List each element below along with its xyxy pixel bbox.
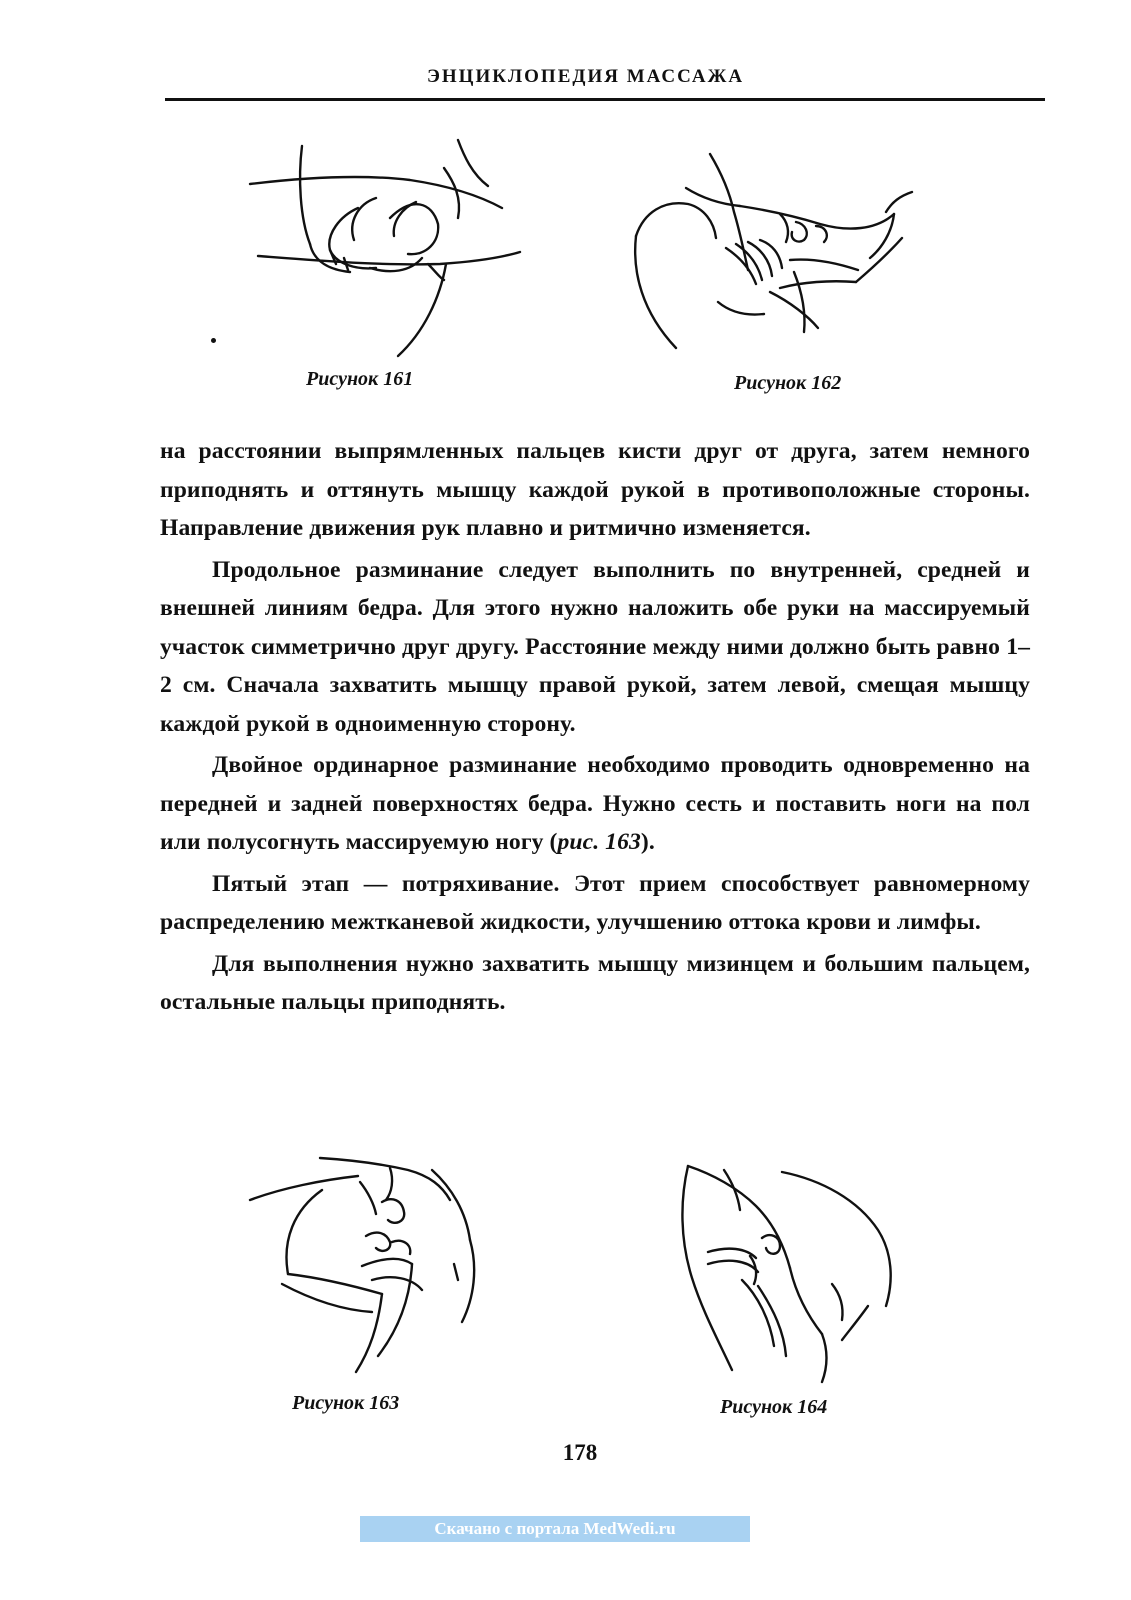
body-text (160, 432, 1030, 1025)
paragraph-4: Пятый этап — потряхивание. Этот прием способствует равномерному распределению межтканевой жидкости, улучшению оттока крови и лимфы. (160, 870, 1030, 935)
paragraph-3 (160, 746, 1030, 862)
figure-161-illustration (240, 138, 530, 363)
running-header (165, 62, 1045, 101)
figure-164-caption: Рисунок 164 (720, 1396, 828, 1418)
paragraph-2: Продольное разминание следует выполнить по внутренней, средней и внешней линиям бедра. Для этого нужно наложить обе руки на массируемый участок симметрично друг другу. Расстояние между ними должно быть равно 1–2 см. Сначала захватить мышцу правой рукой, затем левой, смещая мышцу каждой рукой в одноименную сторону. (160, 556, 1030, 737)
speck-mark (211, 338, 216, 343)
figure-164-illustration (672, 1160, 902, 1386)
paragraph-1: на расстоянии выпрямленных пальцев кисти друг от друга, затем немного приподнять и оттянуть мышцу каждой рукой в противоположные стороны. Направление движения рук плавно и ритмично изменяется. (160, 438, 1030, 541)
paragraph-5: Для выполнения нужно захватить мышцу мизинцем и большим пальцем, остальные пальцы приподнять. (160, 950, 1030, 1015)
figure-163-illustration (242, 1150, 502, 1380)
figure-162-caption: Рисунок 162 (734, 372, 842, 394)
figure-163-caption: Рисунок 163 (292, 1392, 400, 1414)
paragraph-3-text: Двойное ординарное разминание необходимо проводить одновременно на передней и задней поверхностях бедра. Нужно сесть и поставить ноги на пол или полусогнуть массируемую ногу ( (160, 752, 1030, 855)
figure-reference: рис. 163 (557, 829, 641, 855)
download-watermark: Скачано с портала MedWedi.ru (360, 1516, 750, 1542)
figure-161-caption: Рисунок 161 (306, 368, 414, 390)
running-title: ЭНЦИКЛОПЕДИЯ МАССАЖА (427, 66, 745, 87)
paragraph-3-end: ). (640, 829, 655, 855)
figure-162-illustration (630, 152, 920, 362)
page-number: 178 (562, 1440, 598, 1465)
